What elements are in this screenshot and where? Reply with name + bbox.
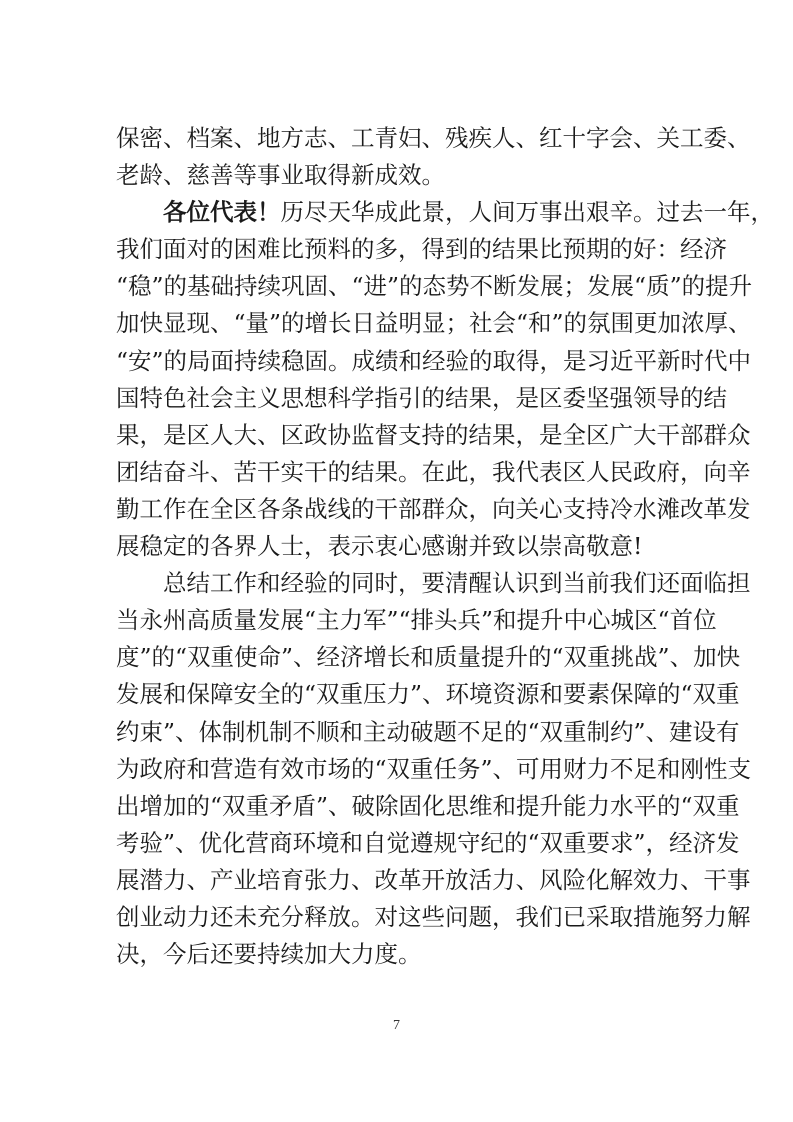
text-line: 保密、档案、地方志、工青妇、残疾人、红十字会、关工委、 [116,124,751,152]
text-line: 当永州高质量发展“主力军”“排头兵”和提升中心城区“首位 [116,606,717,635]
text-line [116,194,774,231]
text-line: “稳”的基础持续巩固、“进”的态势不断发展；发展“质”的提升 [116,272,753,301]
bold-lead: 各位代表！ [163,198,281,227]
text-line: 约束”、体制机制不顺和主动破题不足的“双重制约”、建设有 [116,717,740,746]
paragraph-3 [116,565,752,973]
text-line: 度”的“双重使命”、经济增长和质量提升的“双重挑战”、加快 [116,643,741,672]
text-line: 考验”、优化营商环境和自觉遵规守纪的“双重要求”，经济发 [116,828,740,857]
text-run: 历尽天华成此景，人间万事出艰辛。过去一年， [280,198,774,227]
text-line: 果，是区人大、区政协监督支持的结果，是全区广大干部群众 [116,420,751,449]
text-line: 展稳定的各界人士，表示衷心感谢并致以崇高敬意! [116,532,643,561]
text-line: 总结工作和经验的同时，要清醒认识到当前我们还面临担 [163,569,751,598]
text-line: 国特色社会主义思想科学指引的结果，是区委坚强领导的结 [116,383,727,412]
text-line: 加快显现、“量”的增长日益明显；社会“和”的氛围更加浓厚、 [116,309,752,338]
text-line: 创业动力还未充分释放。对这些问题，我们已采取措施努力解 [116,902,751,931]
text-line: 展潜力、产业培育张力、改革开放活力、风险化解效力、干事 [116,865,751,894]
text-line: 团结奋斗、苦干实干的结果。在此，我代表区人民政府，向辛 [116,457,751,486]
text-line: 出增加的“双重矛盾”、破除固化思维和提升能力水平的“双重 [116,791,740,820]
text-line: “安”的局面持续稳固。成绩和经验的取得，是习近平新时代中 [116,346,752,375]
text-line: 勤工作在全区各条战线的干部群众，向关心支持冷水滩改革发 [116,494,751,523]
text-line: 老龄、慈善等事业取得新成效。 [116,161,445,190]
text-line: 决，今后还要持续加大力度。 [116,940,422,969]
text-line: 为政府和营造有效市场的“双重任务”、可用财力不足和刚性支 [116,754,752,783]
paragraph-1 [116,120,751,194]
page-number: 7 [393,1018,400,1033]
body-text [116,120,774,973]
text-line: 发展和保障安全的“双重压力”、环境资源和要素保障的“双重 [116,680,740,709]
text-line: 我们面对的困难比预料的多，得到的结果比预期的好：经济 [116,235,727,264]
paragraph-2 [116,194,774,565]
